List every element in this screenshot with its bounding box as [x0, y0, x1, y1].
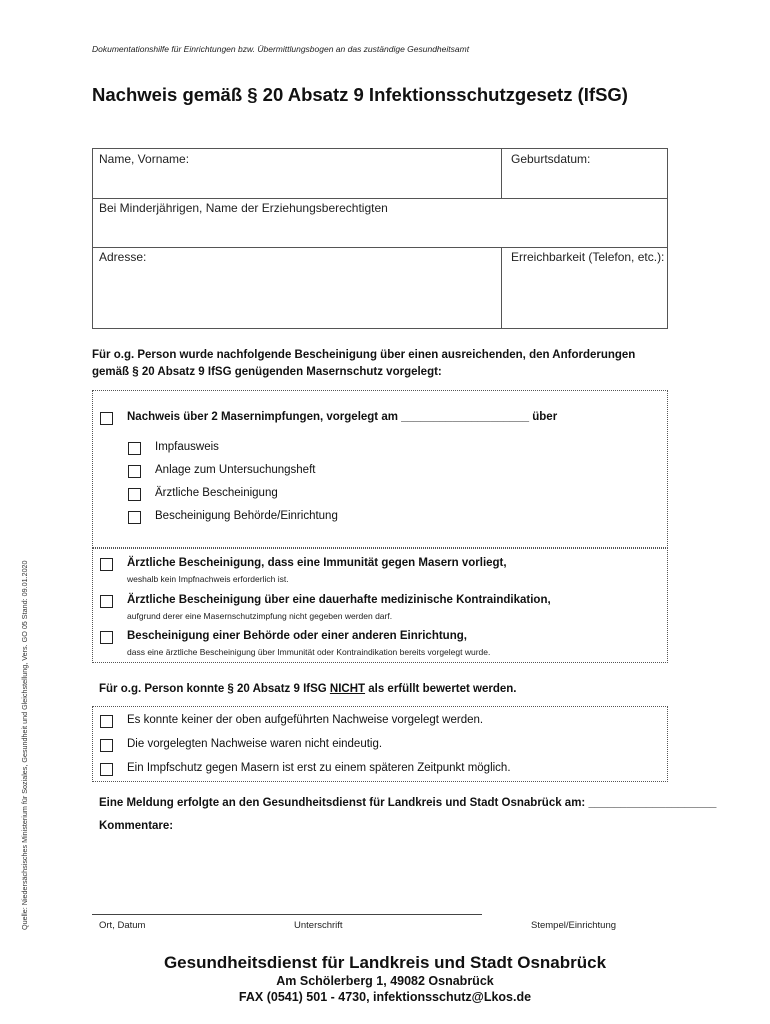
section1-intro — [92, 347, 635, 381]
aerztliche-bescheinigung-label: Ärztliche Bescheinigung — [155, 487, 278, 499]
footer-contact: FAX (0541) 501 - 4730, infektionsschutz@Lkos.de — [238, 990, 532, 1004]
name-field-label[interactable]: Name, Vorname: — [99, 152, 190, 166]
table-divider — [93, 198, 667, 199]
source-side-note: Quelle: Niedersächsisches Ministerium für Soziales, Gesundheit und Gleichstellung, Vers. GO 05 Stand: 09.01.2020 — [20, 560, 29, 930]
person-data-table — [92, 148, 668, 329]
unclear-proof-checkbox[interactable] — [100, 739, 113, 752]
contraindication-sublabel: aufgrund derer eine Masernschutzimpfung nicht gegeben werden darf. — [127, 611, 393, 621]
footer-address: Am Schölerberg 1, 49082 Osnabrück — [276, 974, 494, 988]
footer-org: Gesundheitsdienst für Landkreis und Stadt Osnabrück — [163, 953, 607, 972]
signature-line — [92, 914, 482, 915]
no-proof-checkbox[interactable] — [100, 715, 113, 728]
table-divider — [501, 149, 502, 198]
section1-intro-line2: gemäß § 20 Absatz 9 IfSG genügenden Masernschutz vorgelegt: — [92, 366, 442, 378]
authority-certificate-label: Bescheinigung einer Behörde oder einer anderen Einrichtung, — [127, 630, 467, 642]
later-vaccination-checkbox[interactable] — [100, 763, 113, 776]
stamp-label: Stempel/Einrichtung — [531, 920, 617, 931]
alternative-proof-box — [92, 548, 668, 663]
contraindication-label: Ärztliche Bescheinigung über eine dauerhafte medizinische Kontraindikation, — [127, 594, 551, 606]
contact-field-label[interactable]: Erreichbarkeit (Telefon, etc.): — [511, 250, 665, 264]
vaccination-proof-box — [92, 390, 668, 548]
behoerde-einrichtung-checkbox[interactable] — [128, 511, 141, 524]
immunity-checkbox[interactable] — [100, 558, 113, 571]
contraindication-checkbox[interactable] — [100, 595, 113, 608]
comments-label[interactable]: Kommentare: — [99, 820, 174, 832]
section2-intro — [99, 681, 517, 698]
table-divider — [93, 247, 667, 248]
immunity-label: Ärztliche Bescheinigung, dass eine Immunität gegen Masern vorliegt, — [127, 557, 507, 569]
authority-certificate-checkbox[interactable] — [100, 631, 113, 644]
signature-label: Unterschrift — [294, 920, 343, 931]
page-title: Nachweis gemäß § 20 Absatz 9 Infektionsschutzgesetz (IfSG) — [92, 84, 628, 105]
header-note: Dokumentationshilfe für Einrichtungen bzw. Übermittlungsbogen an das zuständige Gesundheitsamt — [92, 44, 470, 54]
aerztliche-bescheinigung-checkbox[interactable] — [128, 488, 141, 501]
section1-intro-line1: Für o.g. Person wurde nachfolgende Bescheinigung über einen ausreichenden, den Anforderungen — [92, 349, 636, 361]
untersuchungsheft-label: Anlage zum Untersuchungsheft — [155, 464, 316, 476]
impfausweis-checkbox[interactable] — [128, 442, 141, 455]
behoerde-einrichtung-label: Bescheinigung Behörde/Einrichtung — [155, 510, 338, 522]
address-field-label[interactable]: Adresse: — [99, 250, 147, 264]
place-date-label: Ort, Datum — [99, 920, 146, 931]
unclear-proof-label: Die vorgelegten Nachweise waren nicht eindeutig. — [127, 738, 383, 750]
table-divider — [501, 247, 502, 329]
untersuchungsheft-checkbox[interactable] — [128, 465, 141, 478]
not-fulfilled-box — [92, 706, 668, 782]
report-line[interactable]: Eine Meldung erfolgte an den Gesundheitsdienst für Landkreis und Stadt Osnabrück am: ____________________ — [99, 797, 717, 809]
section2-intro-pre: Für o.g. Person konnte § 20 Absatz 9 IfSG — [99, 683, 330, 695]
section2-intro-post: als erfüllt bewertet werden. — [365, 683, 517, 695]
vaccination-label: Nachweis über 2 Masernimpfungen, vorgelegt am ____________________ über — [127, 411, 558, 423]
birthdate-field-label[interactable]: Geburtsdatum: — [511, 152, 591, 166]
impfausweis-label: Impfausweis — [155, 441, 219, 453]
section2-intro-emphasis: NICHT — [329, 683, 366, 695]
immunity-sublabel: weshalb kein Impfnachweis erforderlich ist. — [127, 574, 289, 584]
no-proof-label: Es konnte keiner der oben aufgeführten Nachweise vorgelegt werden. — [127, 714, 484, 726]
later-vaccination-label: Ein Impfschutz gegen Masern ist erst zu einem späteren Zeitpunkt möglich. — [127, 762, 511, 774]
authority-certificate-sublabel: dass eine ärztliche Bescheinigung über Immunität oder Kontraindikation bereits vorgelegt wurde. — [127, 647, 491, 657]
vaccination-checkbox[interactable] — [100, 412, 113, 425]
guardian-field-label[interactable]: Bei Minderjährigen, Name der Erziehungsberechtigten — [99, 201, 388, 215]
